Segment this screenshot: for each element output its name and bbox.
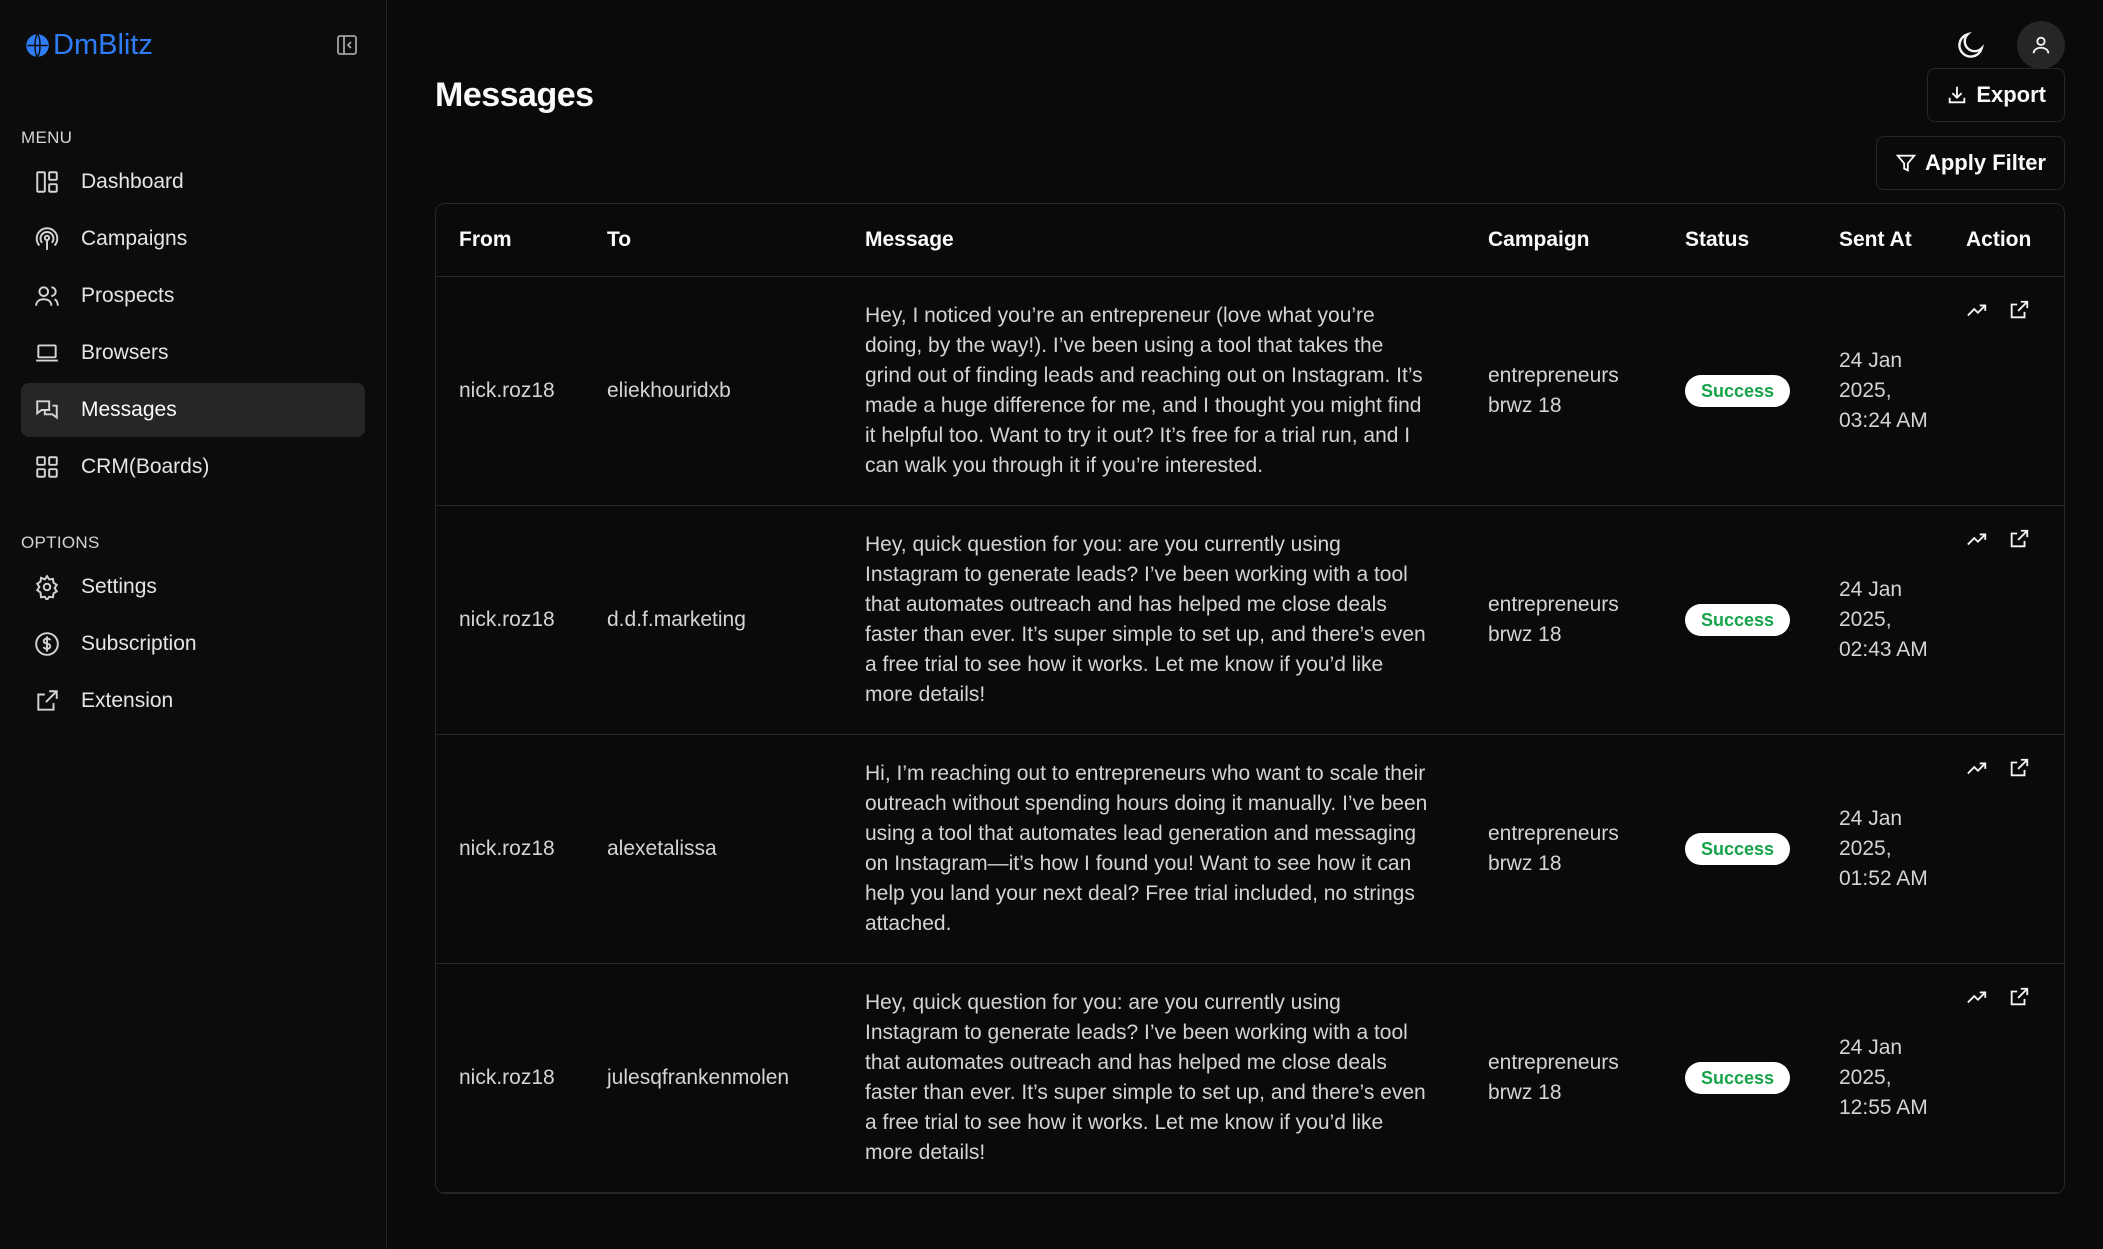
messages-icon: [33, 396, 61, 424]
theme-toggle-button[interactable]: [1947, 21, 1995, 69]
cell-to: d.d.f.marketing: [584, 505, 842, 734]
external-link-icon[interactable]: [2008, 528, 2030, 550]
apply-filter-button[interactable]: [1876, 136, 2065, 190]
cell-campaign: entrepreneurs brwz 18: [1465, 963, 1662, 1192]
sidebar-item-settings[interactable]: [21, 560, 365, 614]
sidebar-item-label: Campaigns: [81, 227, 188, 250]
cell-to: eliekhouridxb: [584, 276, 842, 505]
sidebar-item-extension[interactable]: [21, 674, 365, 728]
cell-message: Hi, I’m reaching out to entrepreneurs who want to scale their outreach without spending hours doing it manually. I’ve been using a tool that automates lead generation and messaging on Instagram—it’s how I found you! Want to see how it can help you land your next deal? Free trial included, no strings attached.: [842, 734, 1465, 963]
main-menu: [21, 155, 365, 494]
dollar-circle-icon: [33, 630, 61, 658]
users-icon: [33, 282, 61, 310]
cell-status: [1662, 963, 1816, 1192]
row-actions: [1966, 986, 2065, 1008]
cell-sent-at: 24 Jan 2025, 01:52 AM: [1816, 734, 1943, 963]
table-row: [436, 505, 2065, 734]
sidebar-item-browsers[interactable]: [21, 326, 365, 380]
cell-to: julesqfrankenmolen: [584, 963, 842, 1192]
table-row: [436, 963, 2065, 1192]
options-section-label: OPTIONS: [21, 533, 100, 552]
trending-up-icon[interactable]: [1966, 528, 1988, 550]
cell-status: [1662, 734, 1816, 963]
cell-campaign: entrepreneurs brwz 18: [1465, 734, 1662, 963]
sidebar-item-prospects[interactable]: [21, 269, 365, 323]
column-header-message[interactable]: Message: [842, 204, 1465, 276]
table-row: [436, 734, 2065, 963]
sidebar-item-label: Prospects: [81, 284, 175, 307]
sidebar-item-label: Messages: [81, 398, 177, 421]
sidebar-item-label: Subscription: [81, 632, 197, 655]
title-row: [435, 68, 2065, 122]
cell-status: [1662, 505, 1816, 734]
sidebar-item-crm-boards[interactable]: [21, 440, 365, 494]
options-menu: [21, 560, 365, 728]
sidebar-item-campaigns[interactable]: [21, 212, 365, 266]
column-header-action: Action: [1943, 204, 2065, 276]
menu-section-label: MENU: [21, 128, 73, 147]
sidebar-item-label: Dashboard: [81, 170, 184, 193]
cell-action: [1943, 505, 2065, 734]
column-header-campaign[interactable]: Campaign: [1465, 204, 1662, 276]
sidebar-item-dashboard[interactable]: [21, 155, 365, 209]
cell-from: nick.roz18: [436, 734, 584, 963]
trending-up-icon[interactable]: [1966, 757, 1988, 779]
cell-status: [1662, 276, 1816, 505]
cell-message: Hey, quick question for you: are you currently using Instagram to generate leads? I’ve been working with a tool that automates outreach and has helped me close deals faster than ever. It’s super simple to set up, and there’s even a free trial to see how it works. Let me know if you’d like more details!: [842, 505, 1465, 734]
panel-left-close-icon: [335, 33, 359, 57]
status-badge: Success: [1685, 1062, 1790, 1094]
row-actions: [1966, 757, 2065, 779]
moon-icon: [1955, 29, 1987, 61]
sidebar-item-label: Settings: [81, 575, 157, 598]
status-badge: Success: [1685, 375, 1790, 407]
grid-icon: [33, 453, 61, 481]
row-actions: [1966, 528, 2065, 550]
trending-up-icon[interactable]: [1966, 986, 1988, 1008]
column-header-status[interactable]: Status: [1662, 204, 1816, 276]
user-avatar-button[interactable]: [2017, 21, 2065, 69]
download-icon: [1946, 84, 1968, 106]
sidebar-item-messages[interactable]: [21, 383, 365, 437]
cell-sent-at: 24 Jan 2025, 02:43 AM: [1816, 505, 1943, 734]
cell-campaign: entrepreneurs brwz 18: [1465, 276, 1662, 505]
logo-text: DmBlitz: [53, 28, 153, 61]
table-row: [436, 276, 2065, 505]
sidebar: [0, 0, 387, 1249]
cell-to: alexetalissa: [584, 734, 842, 963]
export-button[interactable]: [1927, 68, 2065, 122]
cell-message: Hey, quick question for you: are you currently using Instagram to generate leads? I’ve been working with a tool that automates outreach and has helped me close deals faster than ever. It’s super simple to set up, and there’s even a free trial to see how it works. Let me know if you’d like more details!: [842, 963, 1465, 1192]
cell-from: nick.roz18: [436, 505, 584, 734]
cell-sent-at: 24 Jan 2025, 12:55 AM: [1816, 963, 1943, 1192]
external-link-icon: [33, 687, 61, 715]
laptop-icon: [33, 339, 61, 367]
status-badge: Success: [1685, 833, 1790, 865]
cell-action: [1943, 276, 2065, 505]
table-header-row: [436, 204, 2065, 276]
messages-table: [435, 203, 2065, 1194]
gear-icon: [33, 573, 61, 601]
dashboard-icon: [33, 168, 61, 196]
cell-from: nick.roz18: [436, 276, 584, 505]
row-actions: [1966, 299, 2065, 321]
filter-row: [435, 136, 2065, 190]
main-content: [387, 0, 2103, 1249]
podcast-icon: [33, 225, 61, 253]
external-link-icon[interactable]: [2008, 299, 2030, 321]
column-header-sent-at[interactable]: Sent At: [1816, 204, 1943, 276]
sidebar-item-label: CRM(Boards): [81, 455, 210, 478]
cell-action: [1943, 963, 2065, 1192]
export-label: Export: [1976, 82, 2046, 107]
brand-row: [21, 0, 365, 90]
sidebar-item-subscription[interactable]: [21, 617, 365, 671]
page-title: Messages: [435, 75, 594, 114]
column-header-to[interactable]: To: [584, 204, 842, 276]
cell-message: Hey, I noticed you’re an entrepreneur (love what you’re doing, by the way!). I’ve been using a tool that takes the grind out of finding leads and reaching out on Instagram. It’s made a huge difference for me, and I thought you might find it helpful too. Want to try it out? It’s free for a trial run, and I can walk you through it if you’re interested.: [842, 276, 1465, 505]
trending-up-icon[interactable]: [1966, 299, 1988, 321]
cell-action: [1943, 734, 2065, 963]
user-icon: [2030, 34, 2052, 56]
sidebar-item-label: Extension: [81, 689, 174, 712]
column-header-from[interactable]: From: [436, 204, 584, 276]
external-link-icon[interactable]: [2008, 757, 2030, 779]
sidebar-collapse-button[interactable]: [332, 30, 362, 60]
sidebar-item-label: Browsers: [81, 341, 169, 364]
cell-sent-at: 24 Jan 2025, 03:24 AM: [1816, 276, 1943, 505]
filter-icon: [1895, 152, 1917, 174]
logo-icon: [24, 32, 51, 59]
cell-from: nick.roz18: [436, 963, 584, 1192]
logo[interactable]: [24, 29, 153, 62]
status-badge: Success: [1685, 604, 1790, 636]
cell-campaign: entrepreneurs brwz 18: [1465, 505, 1662, 734]
apply-filter-label: Apply Filter: [1924, 150, 2046, 175]
external-link-icon[interactable]: [2008, 986, 2030, 1008]
